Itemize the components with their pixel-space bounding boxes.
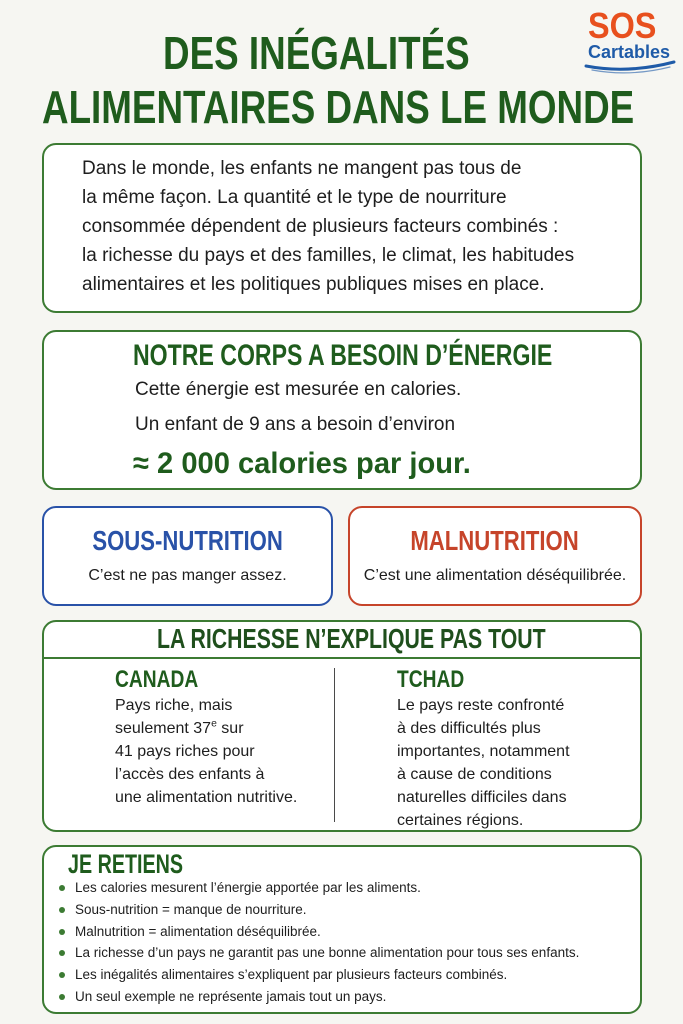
intro-line: la même façon. La quantité et le type de nourriture [82,187,507,208]
energy-box [42,330,642,490]
list-item-text: Malnutrition = alimentation déséquilibrée. [75,923,321,939]
tchad-heading: TCHAD [397,666,465,693]
canada-rank-after: sur [216,720,244,737]
list-item-text: Un seul exemple ne représente jamais tout un pays. [75,988,387,1004]
tchad-description [397,694,570,832]
intro-paragraph [82,154,574,299]
title-line-2: ALIMENTAIRES DANS LE MONDE [42,81,635,133]
ordinal-suffix: e [211,718,217,730]
bullet-dot-icon [59,950,65,956]
energy-title: NOTRE CORPS A BESOIN D’ÉNERGIE [133,339,553,372]
canada-line [115,717,297,740]
intro-line: Dans le monde, les enfants ne mangent pas tous de [82,158,522,179]
malnutrition-box [348,506,642,606]
canada-heading: CANADA [115,666,199,693]
canada-description [115,694,297,809]
canada-line: Pays riche, mais [115,697,233,714]
list-item [44,964,640,986]
logo-sos-text: SOS [588,5,657,46]
intro-box [42,143,642,313]
list-item [44,877,640,899]
malnutrition-title-row [350,527,640,555]
intro-line: la richesse du pays et des familles, le climat, les habitudes [82,245,575,266]
list-item [44,986,640,1008]
bullet-dot-icon [59,929,65,935]
tchad-line: importantes, notamment [397,743,570,760]
sos-cartables-logo [580,0,680,80]
recap-title: JE RETIENS [68,849,184,879]
column-divider [334,668,335,822]
bullet-dot-icon [59,907,65,913]
tchad-line: à des difficultés plus [397,720,541,737]
sous-nutrition-box [42,506,333,606]
list-item-text: Les calories mesurent l’énergie apportée par les aliments. [75,880,421,895]
list-item [44,899,640,921]
tchad-line: Le pays reste confronté [397,697,565,714]
recap-list [44,877,640,1008]
title-line-1: DES INÉGALITÉS [163,27,470,79]
list-item-text: Les inégalités alimentaires s’expliquent par plusieurs facteurs combinés. [75,967,508,983]
list-item-text: Sous-nutrition = manque de nourriture. [75,901,307,917]
intro-line: alimentaires et les politiques publiques mises en place. [82,274,545,295]
intro-line: consommée dépendent de plusieurs facteurs combinés : [82,216,559,237]
tchad-line: certaines régions. [397,812,524,829]
calories-highlight: ≈ 2 000 calories par jour. [133,447,471,480]
bullet-dot-icon [59,994,65,1000]
wealth-title: LA RICHESSE N’EXPLIQUE PAS TOUT [157,623,546,654]
energy-text-line: Cette énergie est mesurée en calories. [135,379,462,400]
bullet-dot-icon [59,972,65,978]
sous-nutrition-title: SOUS-NUTRITION [92,525,283,556]
logo-cartables-text: Cartables [588,42,671,62]
wealth-comparison-box [42,620,642,832]
canada-line: 41 pays riches pour [115,743,255,760]
canada-rank-text: seulement 37 [115,720,212,737]
recap-box [42,845,642,1014]
malnutrition-title: MALNUTRITION [410,525,580,556]
header-divider [44,657,640,659]
canada-line: une alimentation nutritive. [115,789,298,806]
malnutrition-definition: C’est une alimentation déséquilibrée. [363,567,627,584]
sous-nutrition-title-row [44,527,331,555]
list-item [44,942,640,964]
tchad-line: à cause de conditions [397,766,552,783]
energy-text-line: Un enfant de 9 ans a besoin d’environ [135,414,456,435]
sous-nutrition-definition: C’est ne pas manger assez. [88,567,287,584]
list-item [44,921,640,943]
tchad-line: naturelles difficiles dans [397,789,567,806]
logo-swoosh-icon [580,58,680,76]
canada-line: l’accès des enfants à [115,766,265,783]
bullet-dot-icon [59,885,65,891]
list-item-text: La richesse d’un pays ne garantit pas une bonne alimentation pour tous ses enfants. [75,945,580,961]
